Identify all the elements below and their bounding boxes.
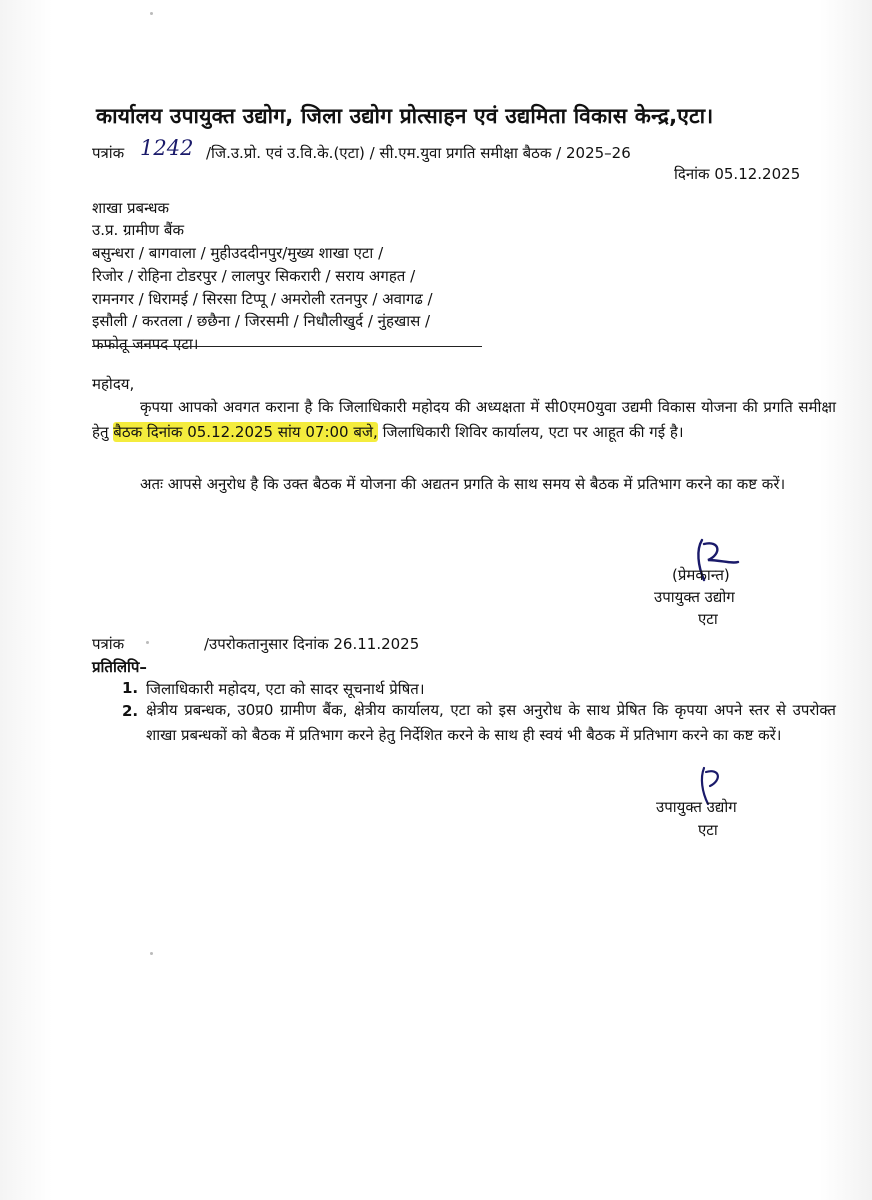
recipient-line: रिजोर / रोहिना टोडरपुर / लालपुर सिकरारी / सराय अगहत / <box>92 267 416 285</box>
copy-item-text: क्षेत्रीय प्रबन्धक, उ0प्र0 ग्रामीण बैंक, क्षेत्रीय कार्यालय, एटा को इस अनुरोध के साथ प्रेषित कि कृपया अपने स्तर से उपरोक्त शाखा प्रबन्धकों को बैठक में प्रतिभाग करने हेतु निर्देशित करने के साथ ही स्वयं भी बैठक में प्रतिभाग करने का कष्ट करें। <box>146 701 836 744</box>
copy-ref-label: पत्रांक <box>92 635 125 653</box>
recipient-line: फफोतू जनपद एटा। <box>92 335 199 353</box>
copy-heading: प्रतिलिपि– <box>92 658 147 676</box>
copy-item-text: जिलाधिकारी महोदय, एटा को सादर सूचनार्थ प्रेषित। <box>146 680 425 698</box>
recipient-line: शाखा प्रबन्धक <box>92 199 170 217</box>
copy-item-number: 2. <box>122 702 139 720</box>
recipient-line: रामनगर / धिरामई / सिरसा टिप्पू / अमरोली रतनपुर / अवागढ / <box>92 290 433 308</box>
signatory-designation: उपायुक्त उद्योग <box>656 798 737 816</box>
faint-mark <box>150 952 153 955</box>
faint-mark <box>150 12 153 15</box>
signatory-name: (प्रेमकान्त) <box>672 566 730 584</box>
copy-item-number: 1. <box>122 679 139 697</box>
faint-mark <box>146 641 149 644</box>
paragraph-1-text-b: जिलाधिकारी शिविर कार्यालय, एटा पर आहूत की गई है। <box>377 423 684 441</box>
signatory-place: एटा <box>698 610 718 628</box>
recipient-line: इसौली / करतला / छछैना / जिरसमी / निधौलीखुर्द / नुंहखास / <box>92 312 431 330</box>
paragraph-2: अतः आपसे अनुरोध है कि उक्त बैठक में योजना की अद्यतन प्रगति के साथ समय से बैठक में प्रतिभाग करने का कष्ट करें। <box>140 475 786 493</box>
highlighted-meeting-date: बैठक दिनांक 05.12.2025 सांय 07:00 बजे, <box>113 423 378 441</box>
recipient-line: उ.प्र. ग्रामीण बैंक <box>92 221 184 239</box>
paragraph-1-text-a: कृपया आपको अवगत कराना है कि जिलाधिकारी महोदय की अध्यक्षता में सी0एम0युवा उद्यमी विकास योजना की प्रगति समीक्षा हेतु <box>92 398 836 441</box>
letter-date: दिनांक 05.12.2025 <box>674 165 801 183</box>
copy-ref-text: /उपरोकतानुसार दिनांक 26.11.2025 <box>204 635 420 653</box>
office-title: कार्यालय उपायुक्त उद्योग, जिला उद्योग प्रोत्साहन एवं उद्यमिता विकास केन्द्र,एटा। <box>96 104 714 128</box>
handwritten-ref-number: 1242 <box>140 136 194 160</box>
paragraph-1 <box>92 395 836 445</box>
divider-line <box>92 346 482 347</box>
recipient-line: बसुन्धरा / बागवाला / मुहीउददीनपुर/मुख्य शाखा एटा / <box>92 244 384 262</box>
signatory-designation: उपायुक्त उद्योग <box>654 588 735 606</box>
ref-label: पत्रांक <box>92 144 125 162</box>
signatory-place: एटा <box>698 821 718 839</box>
salutation: महोदय, <box>92 375 135 393</box>
ref-text: /जि.उ.प्रो. एवं उ.वि.के.(एटा) / सी.एम.युवा प्रगति समीक्षा बैठक / 2025–26 <box>206 144 631 162</box>
